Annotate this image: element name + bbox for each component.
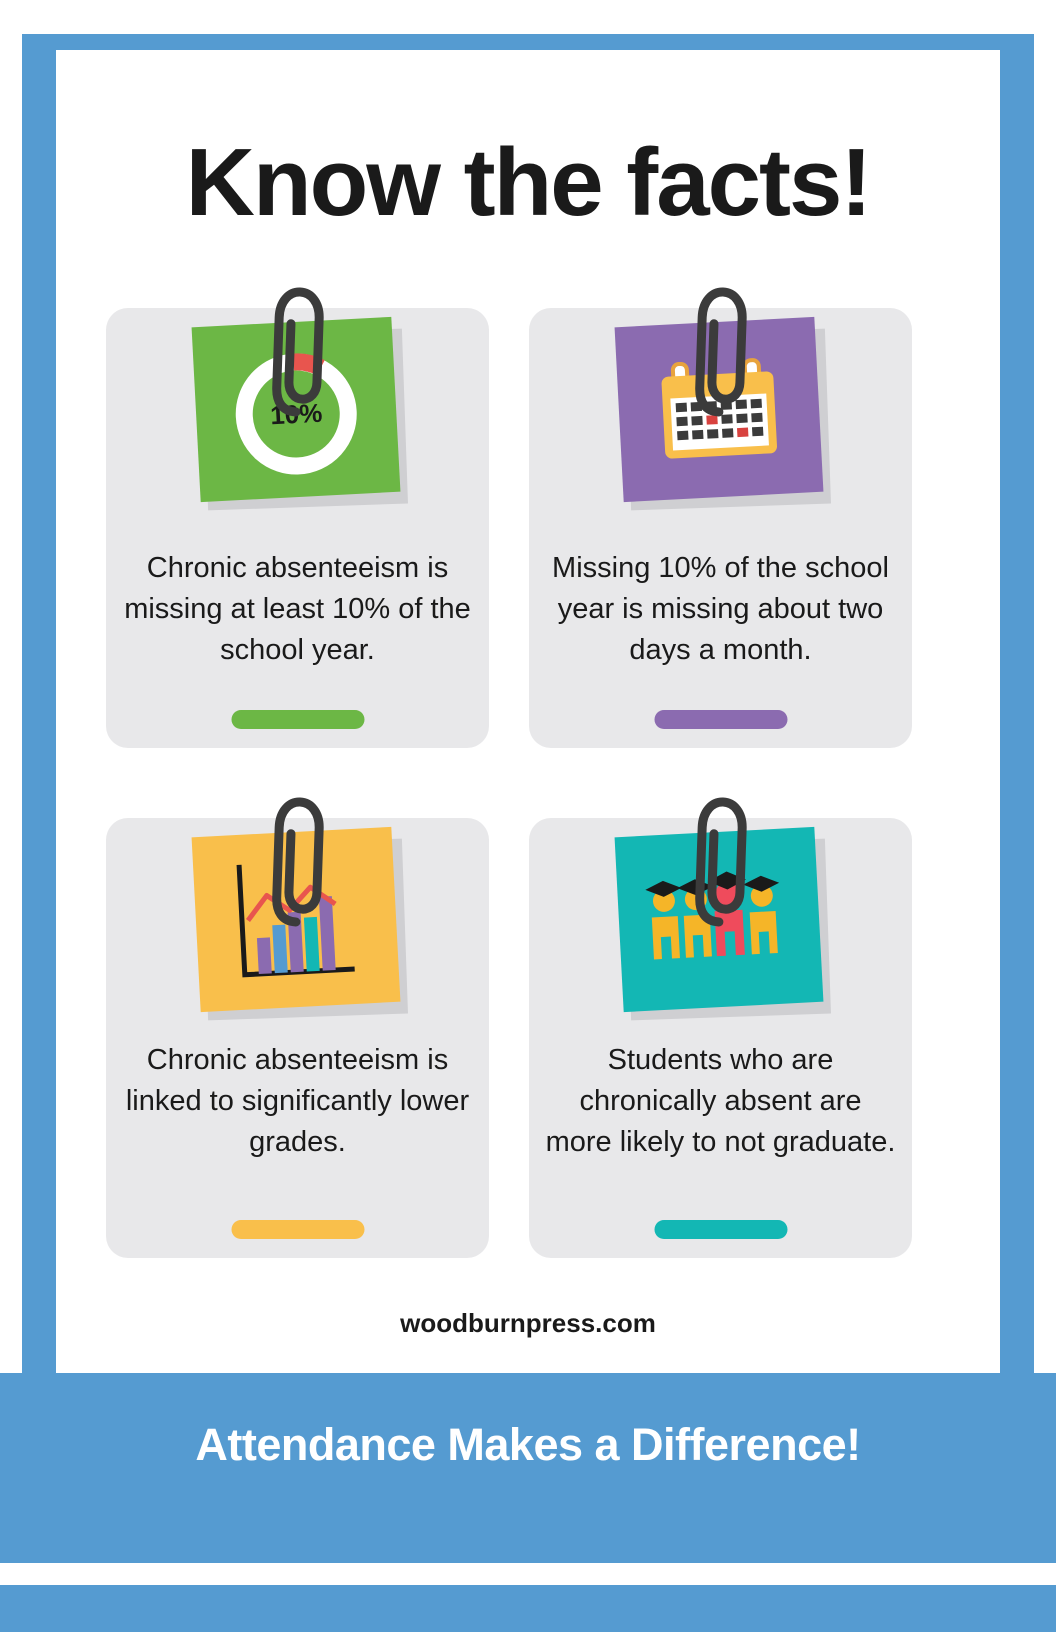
fact-card-text: Chronic absenteeism is linked to significantly lower grades. [125,1044,470,1159]
fact-card-chronic-absenteeism-definition [106,308,489,748]
sticky-note-purple [606,300,836,520]
fact-card-text: Students who are chronically absent are more likely to not graduate. [545,1044,896,1159]
fact-card-text: Chronic absenteeism is missing at least 10% of the school year. [124,552,471,667]
paperclip-icon [690,793,751,930]
banner-bottom-strip [0,1585,1056,1632]
frame-right-border [1000,34,1034,1373]
card-accent-bar [231,710,364,729]
fact-card-lower-grades [106,818,489,1258]
fact-card-not-graduate [529,818,912,1258]
banner-gap [0,1563,1056,1585]
donut-label: 10% [268,397,323,431]
card-accent-bar [231,1220,364,1239]
sticky-note-teal [606,810,836,1030]
fact-card-two-days-a-month [529,308,912,748]
sticky-note-yellow [183,810,413,1030]
card-accent-bar [654,1220,787,1239]
paperclip-icon [267,793,328,930]
fact-card-text: Missing 10% of the school year is missing about two days a month. [552,552,889,667]
paperclip-icon [690,283,751,420]
paperclip-icon [267,283,328,420]
banner-headline: Attendance Makes a Difference! [195,1419,861,1470]
footer-website: woodburnpress.com [400,1308,656,1338]
frame-left-border [22,34,56,1373]
sticky-note-green [183,300,413,520]
facts-grid [106,308,912,1258]
page-title: Know the facts! [185,129,871,236]
card-accent-bar [654,710,787,729]
frame-top-border [22,34,1034,50]
